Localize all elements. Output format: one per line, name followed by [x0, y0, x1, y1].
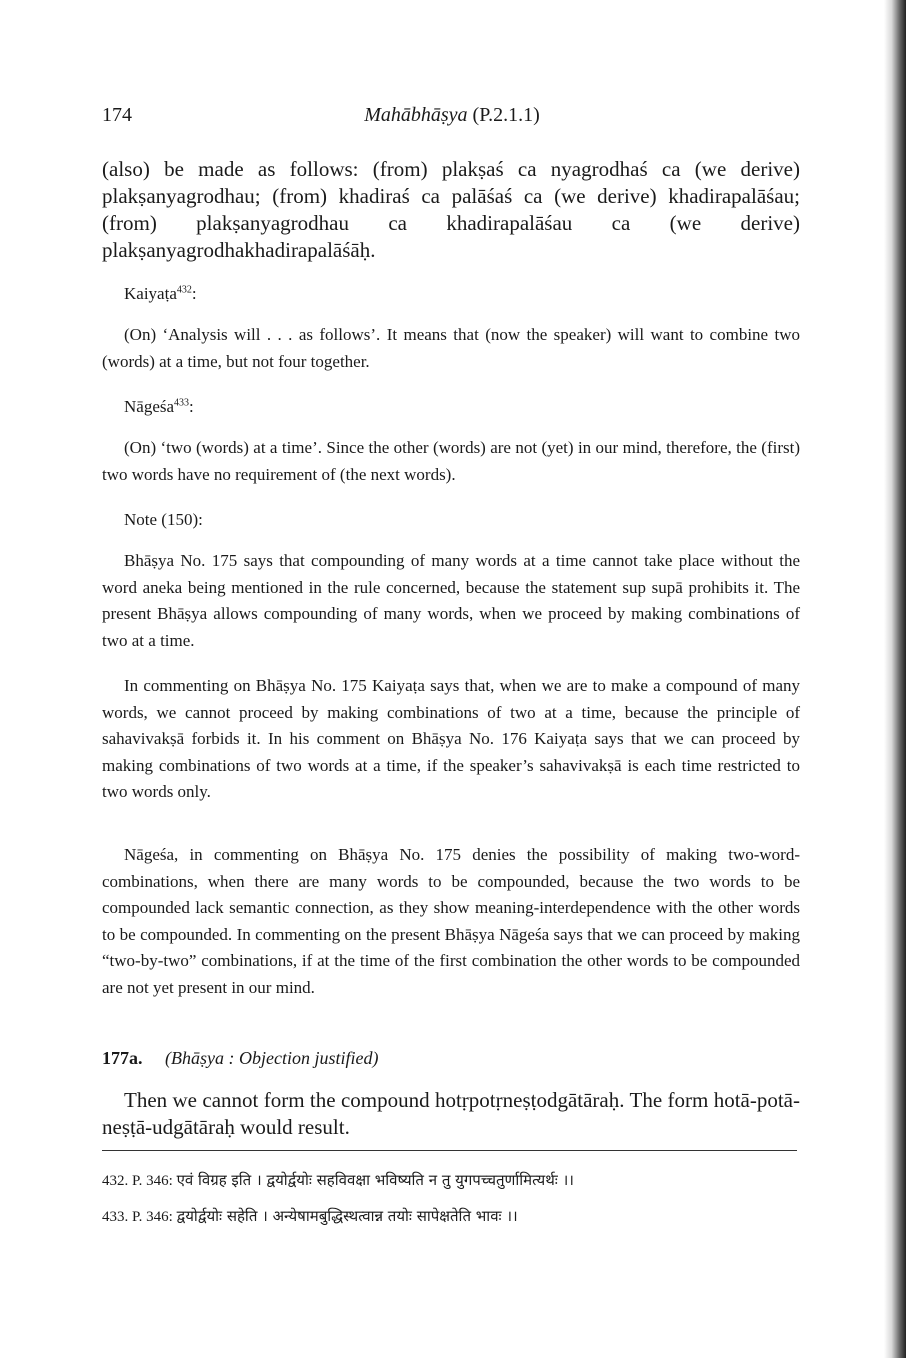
page-header — [102, 104, 802, 134]
footnote-432-ref: 432. P. 346: — [102, 1173, 173, 1189]
footnote-433-ref: 433. P. 346: — [102, 1209, 173, 1225]
nagesa-heading: Nāgeśa$^{433}$: — [124, 397, 194, 416]
footnote-rule — [102, 1150, 797, 1151]
nagesa-commentary: (On) ‘two (words) at a time’. Since the other (words) are not (yet) in our mind, therefore, the (first) two words have no requirement of (the next words). — [102, 438, 800, 484]
note-paragraph-2: In commenting on Bhāṣya No. 175 Kaiyaṭa says that, when we are to make a compound of many words, we cannot proceed by making combinations of two at a time, because the principle of sahavivakṣā forbids it. In his comment on Bhāṣya No. 176 Kaiyaṭa says that we can proceed by making combinations of two words at a time, if the speaker’s sahavivakṣā is each time restricted to two words only. — [102, 676, 800, 801]
scanned-page-edge — [884, 0, 906, 1358]
nagesa-label: Nāgeśa — [124, 397, 175, 416]
page-number: 174 — [102, 104, 132, 126]
running-title-work: Mahābhāṣya — [364, 104, 468, 126]
section-number: 177a. — [102, 1048, 143, 1068]
running-title — [102, 104, 802, 127]
paragraph-continuation: (also) be made as follows: (from) plakṣaś ca nyagrodhaś ca (we derive) plakṣanyagrodhau; (from) khadiraś ca palāśaś ca (we derive) khadirapalāśau; (from) plakṣanyagrodhau ca khadirapalāśau ca (we derive) plakṣanyagrodhakhadirapalāśāḥ. — [102, 157, 800, 262]
footnote-433-text: द्वयोर्द्वयोः सहेति । अन्येषामबुद्धिस्थत्वान्न तयोः सापेक्षतेति भावः ।। — [176, 1207, 518, 1225]
note-paragraph-3: Nāgeśa, in commenting on Bhāṣya No. 175 denies the possibility of making two-word-combinations, when there are many words to be compounded, because the two words to be compounded lack semantic connection, as they show meaning-interdependence with the other words to be compounded. In commenting on the present Bhāṣya Nāgeśa says that we can proceed by making “two-by-two” combinations, if at the time of the first combination the other words to be compounded are not yet present in our mind. — [102, 845, 800, 997]
footnote-432-text: एवं विग्रह इति । द्वयोर्द्वयोः सहविवक्षा भविष्यति न तु युगपच्चतुर्णामित्यर्थः ।। — [176, 1171, 574, 1189]
final-paragraph: Then we cannot form the compound hotṛpotṛneṣṭodgātāraḥ. The form hotā-potā-neṣṭā-udgātāraḥ would result. — [102, 1088, 800, 1139]
footnote-marker-433: 433 — [174, 397, 190, 409]
footnote-433 — [102, 1206, 802, 1226]
kaiyata-commentary: (On) ‘Analysis will . . . as follows’. It means that (now the speaker) will want to combine two (words) at a time, but not four together. — [102, 325, 800, 371]
running-title-ref: (P.2.1.1) — [472, 104, 540, 126]
note-paragraph-1: Bhāṣya No. 175 says that compounding of many words at a time cannot take place without the word aneka being mentioned in the rule concerned, because the statement sup supā prohibits it. The present Bhāṣya allows compounding of many words, when we proceed by making combinations of two at a time. — [102, 551, 800, 650]
footnote-432 — [102, 1170, 802, 1190]
section-heading — [102, 1048, 378, 1069]
kaiyata-label: Kaiyaṭa — [124, 284, 177, 303]
footnote-marker-432: 432 — [176, 284, 192, 296]
kaiyata-heading: Kaiyaṭa$^{432}$: — [124, 284, 197, 303]
note-heading: Note (150): — [124, 510, 203, 529]
section-title: (Bhāṣya : Objection justified) — [165, 1048, 379, 1068]
